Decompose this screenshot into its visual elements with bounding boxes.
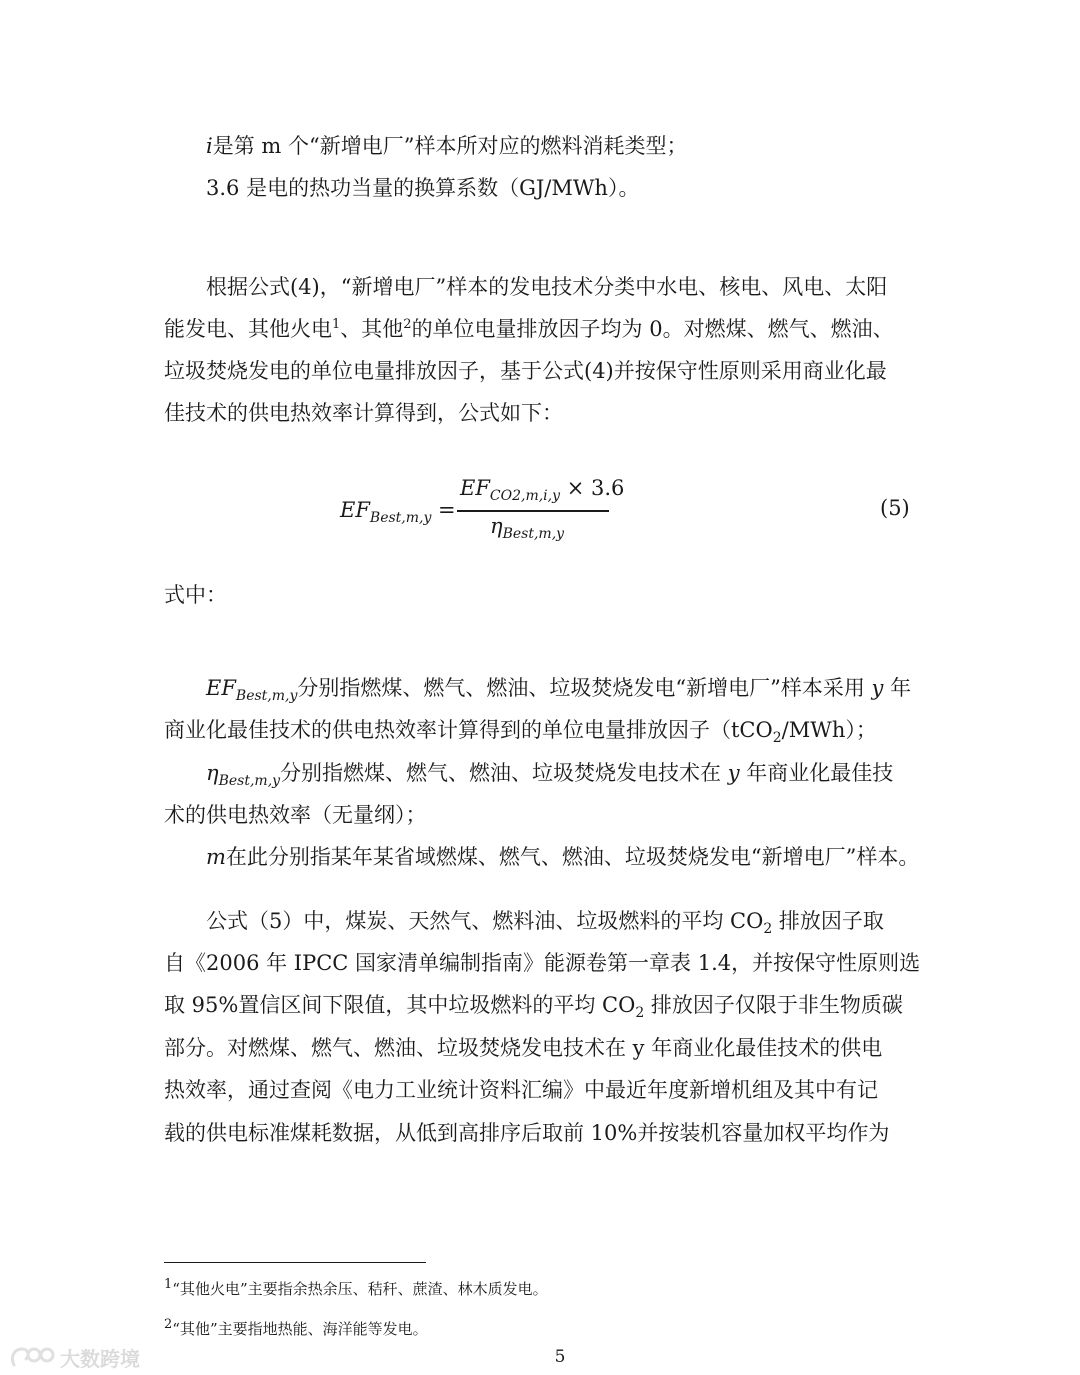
text-line — [206, 128, 924, 164]
text-line: 热效率，通过查阅《电力工业统计资料汇编》中最近年度新增机组及其中有记 — [164, 1078, 878, 1102]
footnote-ref: 2 — [403, 317, 412, 332]
formula — [340, 470, 640, 550]
text-line: m在此分别指某年某省域燃煤、燃气、燃油、垃圾焚烧发电“新增电厂”样本。 — [206, 845, 920, 869]
text-line: 载的供电标准煤耗数据，从低到高排序后取前 10%并按装机容量加权平均作为 — [164, 1121, 890, 1145]
footnote-divider — [164, 1262, 426, 1263]
text-line: 部分。对燃煤、燃气、燃油、垃圾焚烧发电技术在 y 年商业化最佳技术的供电 — [164, 1036, 883, 1060]
formula-denominator: $\eta_{Best,m,y}$ — [490, 514, 565, 543]
math-var: m — [206, 845, 226, 869]
formula-equals: = — [438, 498, 456, 522]
footnote: $^2$“其他”主要指地热能、海洋能等发电。 — [164, 1317, 428, 1338]
text-line: $\eta_{Best,m,y}$分别指燃煤、燃气、燃油、垃圾焚烧发电技术在 y 年商业化最佳技 — [206, 761, 894, 790]
fraction-bar — [457, 510, 609, 512]
text-line: 公式（5）中，煤炭、天然气、燃料油、垃圾燃料的平均 $CO_2$ 排放因子取 — [206, 909, 884, 938]
watermark-text: 大数跨境 — [60, 1346, 140, 1371]
text-line — [164, 311, 924, 347]
text-line: 自《2006 年 IPCC 国家清单编制指南》能源卷第一章表 1.4，并按保守性原则选 — [164, 951, 921, 975]
text-line: 垃圾焚烧发电的单位电量排放因子，基于公式(4)并按保守性原则采用商业化最 — [164, 359, 887, 383]
text-line: 根据公式(4)，“新增电厂”样本的发电技术分类中水电、核电、风电、太阳 — [206, 275, 888, 299]
math-var: i — [206, 134, 213, 158]
watermark-logo-icon — [8, 1343, 56, 1371]
where-label: 式中： — [164, 583, 227, 607]
text-span: 是第 m 个“新增电厂”样本所对应的燃料消耗类型； — [212, 134, 688, 158]
text-span: 能发电、其他火电 — [164, 317, 332, 341]
text-line: 商业化最佳技术的供电热效率计算得到的单位电量排放因子（tCO$_2$/MWh）； — [164, 718, 877, 747]
formula-numerator: $EF_{CO2,m,i,y} \times 3.6$ — [460, 476, 625, 505]
text-line: 取 95%置信区间下限值，其中垃圾燃料的平均 $CO_2$ 排放因子仅限于非生物质碳 — [164, 993, 903, 1022]
formula-lhs: $EF_{Best,m,y}$ — [340, 498, 432, 527]
text-line: 佳技术的供电热效率计算得到，公式如下： — [164, 401, 563, 425]
footnote: $^1$“其他火电”主要指余热余压、秸秆、蔗渣、林木质发电。 — [164, 1277, 548, 1298]
text-line: 术的供电热效率（无量纲）； — [164, 803, 427, 827]
text-span: 的单位电量排放因子均为 0。对燃煤、燃气、燃油、 — [411, 317, 894, 341]
page-number: 5 — [554, 1347, 566, 1367]
text-line: 3.6 是电的热功当量的换算系数（GJ/MWh）。 — [206, 176, 640, 200]
math-symbol: $EF_{Best,m,y}$ — [206, 676, 298, 705]
footnote-ref: 1 — [332, 317, 341, 332]
text-span: 、其他 — [340, 317, 404, 341]
watermark — [8, 1342, 140, 1372]
text-line: $EF_{Best,m,y}$分别指燃煤、燃气、燃油、垃圾焚烧发电“新增电厂”样本采用 y 年 — [206, 676, 912, 705]
equation-number: (5) — [880, 496, 910, 520]
math-symbol: $\eta_{Best,m,y}$ — [206, 761, 281, 790]
